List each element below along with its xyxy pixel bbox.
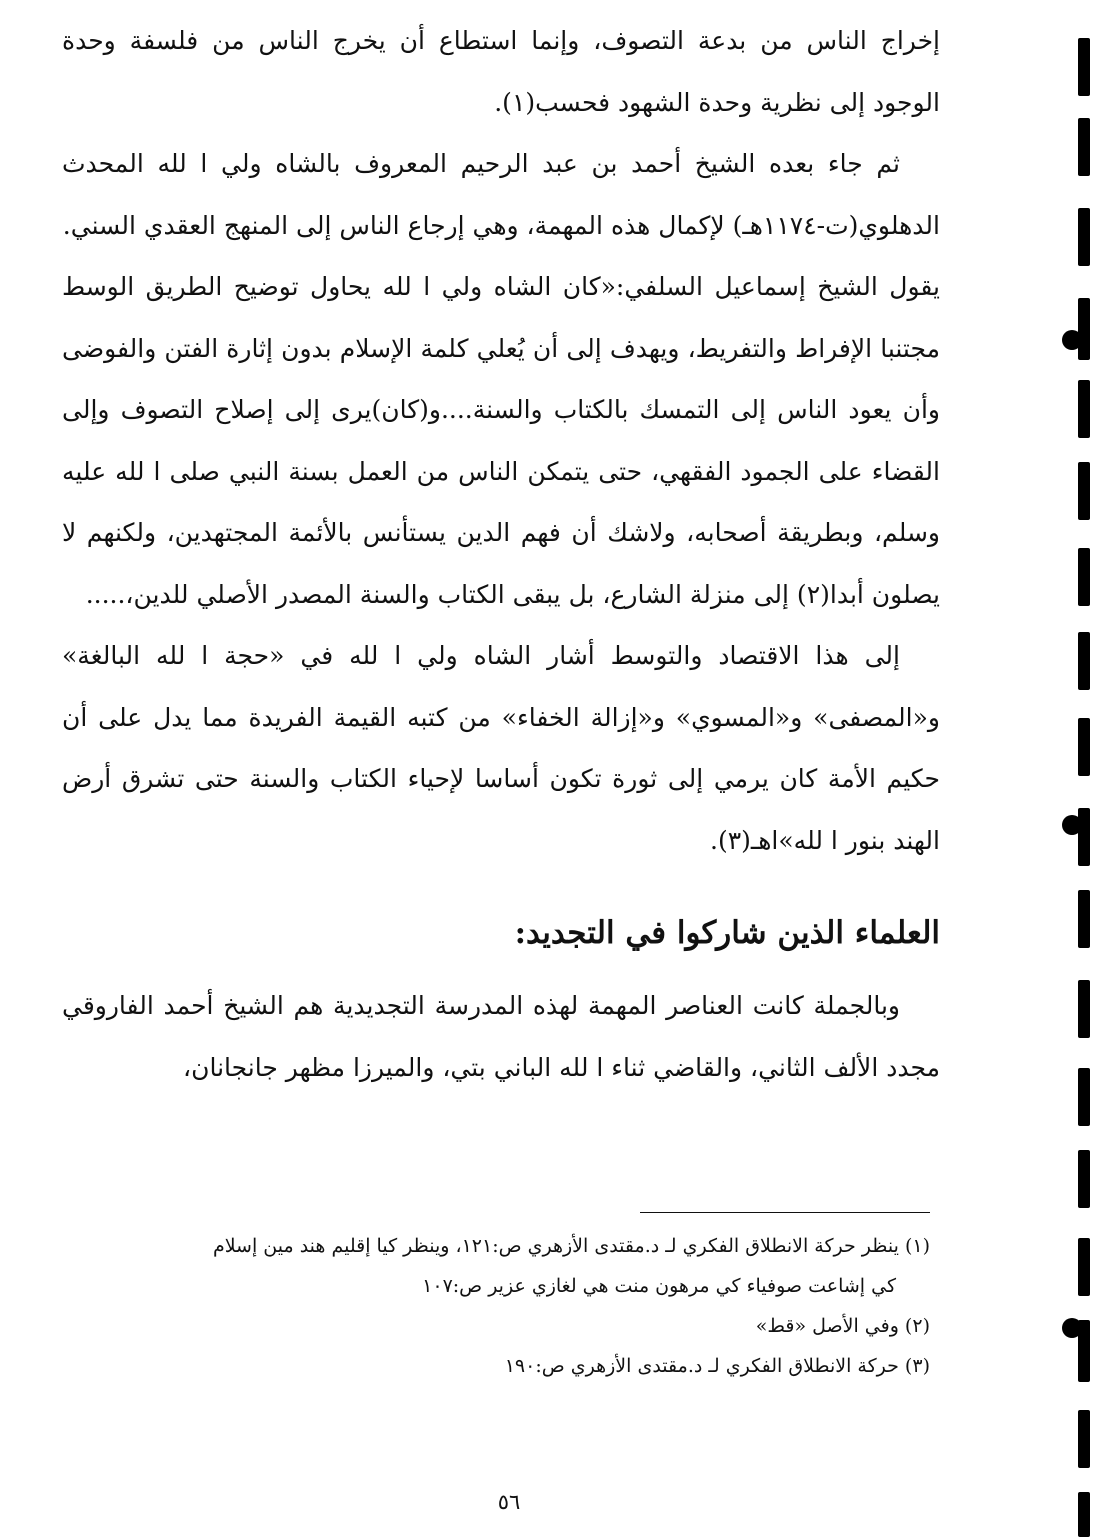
binding-ring-dot xyxy=(1062,330,1082,350)
binding-hole xyxy=(1078,808,1090,866)
binding-hole xyxy=(1078,1238,1090,1296)
footnotes xyxy=(52,1226,930,1386)
binding-hole xyxy=(1078,380,1090,438)
paragraph-5: وبالجملة كانت العناصر المهمة لهذه المدرسة التجديدية هم الشيخ أحمد الفاروقي مجدد الألف الثاني، والقاضي ثناء ا لله الباني بتي، والميرزا مظهر جانجانان، xyxy=(62,991,940,1082)
binding-hole xyxy=(1078,1492,1090,1537)
binding-hole xyxy=(1078,208,1090,266)
binding-hole xyxy=(1078,38,1090,96)
binding-hole xyxy=(1078,298,1090,360)
binding-hole xyxy=(1078,718,1090,776)
binding-hole xyxy=(1078,1150,1090,1208)
binding-hole xyxy=(1078,980,1090,1038)
main-text xyxy=(62,10,940,1098)
paragraph-2: ثم جاء بعده الشيخ أحمد بن عبد الرحيم المعروف بالشاه ولي ا لله المحدث الدهلوي(ت-١١٧٤هـ) لإكمال هذه المهمة، وهي إرجاع الناس إلى المنهج العقدي السني. xyxy=(62,149,940,240)
footnote-1-continued: كي إشاعت صوفياء كي مرهون منت هي لغازي عزير ص:١٠٧ xyxy=(422,1275,896,1297)
binding-hole xyxy=(1078,1410,1090,1468)
binding-hole xyxy=(1078,1068,1090,1126)
binding-hole xyxy=(1078,890,1090,948)
binding-holes-strip xyxy=(1068,0,1099,1537)
footnote-2: (٢) وفي الأصل «قط» xyxy=(755,1315,930,1337)
page-number: ٥٦ xyxy=(497,1490,521,1514)
paragraph-1: إخراج الناس من بدعة التصوف، وإنما استطاع أن يخرج الناس من فلسفة وحدة الوجود إلى نظرية وحدة الشهود فحسب(١). xyxy=(62,26,940,117)
footnote-divider xyxy=(640,1212,930,1213)
binding-hole xyxy=(1078,632,1090,690)
binding-ring-dot xyxy=(1062,1318,1082,1338)
binding-hole xyxy=(1078,548,1090,606)
paragraph-4: إلى هذا الاقتصاد والتوسط أشار الشاه ولي ا لله في «حجة ا لله البالغة» و«المصفى» و«المسوي» و«إزالة الخفاء» من كتبه القيمة الفريدة مما يدل على أن حكيم الأمة كان يرمي إلى ثورة تكون أساسا لإحياء الكتاب والسنة حتى تشرق أرض الهند بنور ا لله»اهـ(٣). xyxy=(62,641,940,855)
paragraph-3-quote: يقول الشيخ إسماعيل السلفي:«كان الشاه ولي ا لله يحاول توضيح الطريق الوسط مجتنبا الإفراط والتفريط، ويهدف إلى أن يُعلي كلمة الإسلام بدون إثارة الفتن والفوضى وأن يعود الناس إلى التمسك بالكتاب والسنة....و(كان)يرى إلى إصلاح التصوف وإلى القضاء على الجمود الفقهي، حتى يتمكن الناس من العمل بسنة النبي صلى ا لله عليه وسلم، وبطريقة أصحابه، ولاشك أن فهم الدين يستأنس بالأئمة المجتهدين، ولكنهم لا يصلون أبدا(٢) إلى منزلة الشارع، بل يبقى الكتاب والسنة المصدر الأصلي للدين،..... xyxy=(62,272,940,609)
footnote-1: (١) ينظر حركة الانطلاق الفكري لـ د.مقتدى الأزهري ص:١٢١، وينظر كيا إقليم هند مين إسلام xyxy=(212,1235,930,1257)
binding-ring-dot xyxy=(1062,815,1082,835)
binding-hole xyxy=(1078,462,1090,520)
section-heading: العلماء الذين شاركوا في التجديد: xyxy=(514,915,940,951)
binding-hole xyxy=(1078,118,1090,176)
footnote-3: (٣) حركة الانطلاق الفكري لـ د.مقتدى الأزهري ص:١٩٠ xyxy=(504,1355,930,1377)
